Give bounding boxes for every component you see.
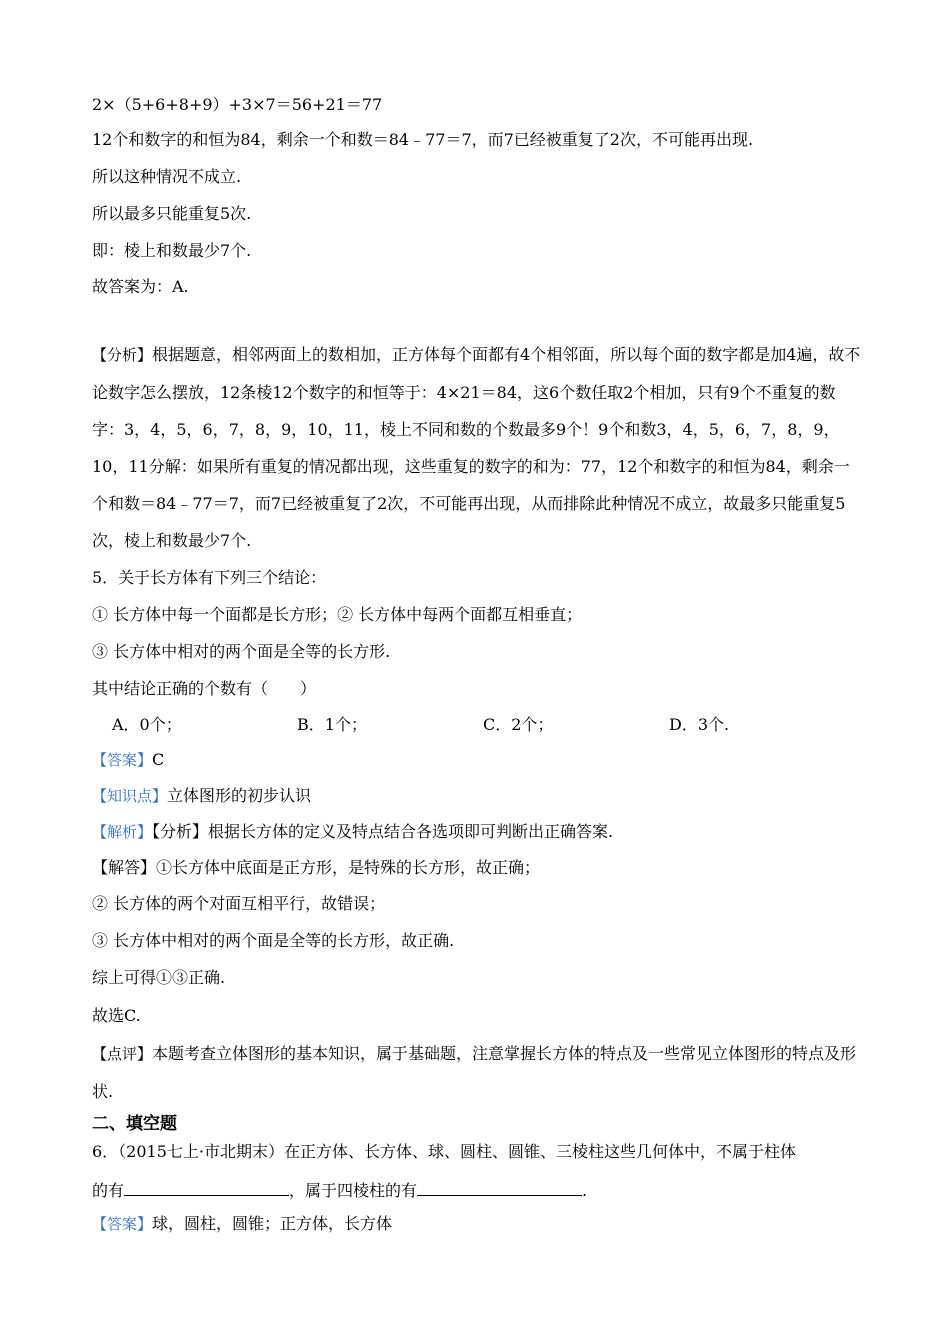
answer-value: C bbox=[152, 750, 165, 769]
line-conclusion: 所以这种情况不成立. bbox=[92, 167, 242, 186]
q6-answer bbox=[92, 1214, 392, 1234]
blank-1[interactable] bbox=[124, 1179, 289, 1196]
analysis-tag: 【分析】 bbox=[92, 346, 153, 364]
q6-stem-line2 bbox=[92, 1179, 587, 1201]
q5-solution-5: 故选C. bbox=[92, 1006, 141, 1025]
option-a: A．0个； bbox=[112, 715, 182, 734]
line-answer-a: 故答案为：A. bbox=[92, 277, 189, 296]
q5-comment bbox=[92, 1035, 862, 1110]
line-min-count: 即：棱上和数最少7个. bbox=[92, 241, 252, 260]
explanation-text: 【分析】根据长方体的定义及特点结合各选项即可判断出正确答案. bbox=[152, 822, 614, 841]
blank-2[interactable] bbox=[417, 1179, 582, 1196]
section-title: 二、填空题 bbox=[92, 1114, 177, 1134]
analysis-paragraph bbox=[92, 336, 862, 559]
q5-solution-1: 【解答】①长方体中底面是正方形，是特殊的长方形，故正确； bbox=[92, 858, 541, 877]
q6-text-b: ，属于四棱柱的有 bbox=[289, 1181, 418, 1200]
q5-statement-3: ③ 长方体中相对的两个面是全等的长方形. bbox=[92, 642, 391, 661]
option-d: D．3个. bbox=[669, 715, 730, 734]
q5-solution-4: 综上可得①③正确. bbox=[92, 968, 226, 987]
q5-stem: 5．关于长方体有下列三个结论： bbox=[92, 568, 327, 587]
line-sum: 12个和数字的和恒为84，剩余一个和数＝84﹣77＝7，而7已经被重复了2次，不可能再出现. bbox=[92, 130, 754, 149]
q5-knowledge-point bbox=[92, 786, 311, 806]
comment-tag: 【点评】 bbox=[92, 1045, 153, 1063]
q5-explanation bbox=[92, 822, 613, 842]
q5-answer bbox=[92, 750, 164, 770]
option-c: C．2个； bbox=[483, 715, 554, 734]
analysis-text: 根据题意，相邻两面上的数相加，正方体每个面都有4个相邻面，所以每个面的数字都是加4遍，故不论数字怎么摆放，12条棱12个数字的和恒等于：4×21＝84，这6个数任取2个相加，只有9个不重复的数字：3，4，5，6，7，8，9，10，11，棱上不同和数的个数最多9个！9个和数3，4，5，6，7，8，9，10，11分解：如果所有重复的情况都出现，这些重复的数字的和为：77，12个和数字的和恒为84，剩余一个和数＝84﹣77＝7，而7已经被重复了2次，不可能再出现，从而排除此种情况不成立，故最多只能重复5次，棱上和数最少7个. bbox=[92, 345, 861, 550]
q5-question: 其中结论正确的个数有（ ） bbox=[92, 679, 317, 698]
explanation-tag: 【解析】 bbox=[92, 823, 153, 841]
option-b: B．1个； bbox=[297, 715, 367, 734]
q5-options bbox=[112, 715, 752, 735]
knowledge-tag: 【知识点】 bbox=[92, 787, 168, 805]
line-max-repeat: 所以最多只能重复5次. bbox=[92, 204, 252, 223]
line-calc: 2×（5+6+8+9）+3×7＝56+21＝77 bbox=[92, 95, 383, 114]
q6-answer-tag: 【答案】 bbox=[92, 1215, 153, 1233]
q5-statement-1-2: ① 长方体中每一个面都是长方形；② 长方体中每两个面都互相垂直； bbox=[92, 605, 583, 624]
comment-text: 本题考查立体图形的基本知识，属于基础题，注意掌握长方体的特点及一些常见立体图形的特点及形状. bbox=[92, 1044, 857, 1101]
q5-solution-2: ② 长方体的两个对面互相平行，故错误； bbox=[92, 894, 386, 913]
knowledge-value: 立体图形的初步认识 bbox=[167, 786, 312, 805]
q6-answer-value: 球，圆柱，圆锥；正方体，长方体 bbox=[152, 1214, 393, 1233]
answer-tag: 【答案】 bbox=[92, 751, 153, 769]
q6-text-c: . bbox=[582, 1181, 588, 1200]
q5-solution-3: ③ 长方体中相对的两个面是全等的长方形，故正确. bbox=[92, 931, 455, 950]
q6-text-a: 的有 bbox=[92, 1181, 125, 1200]
q6-stem-line1: 6．（2015七上·市北期末）在正方体、长方体、球、圆柱、圆锥、三棱柱这些几何体中，不属于柱体 bbox=[92, 1142, 796, 1161]
